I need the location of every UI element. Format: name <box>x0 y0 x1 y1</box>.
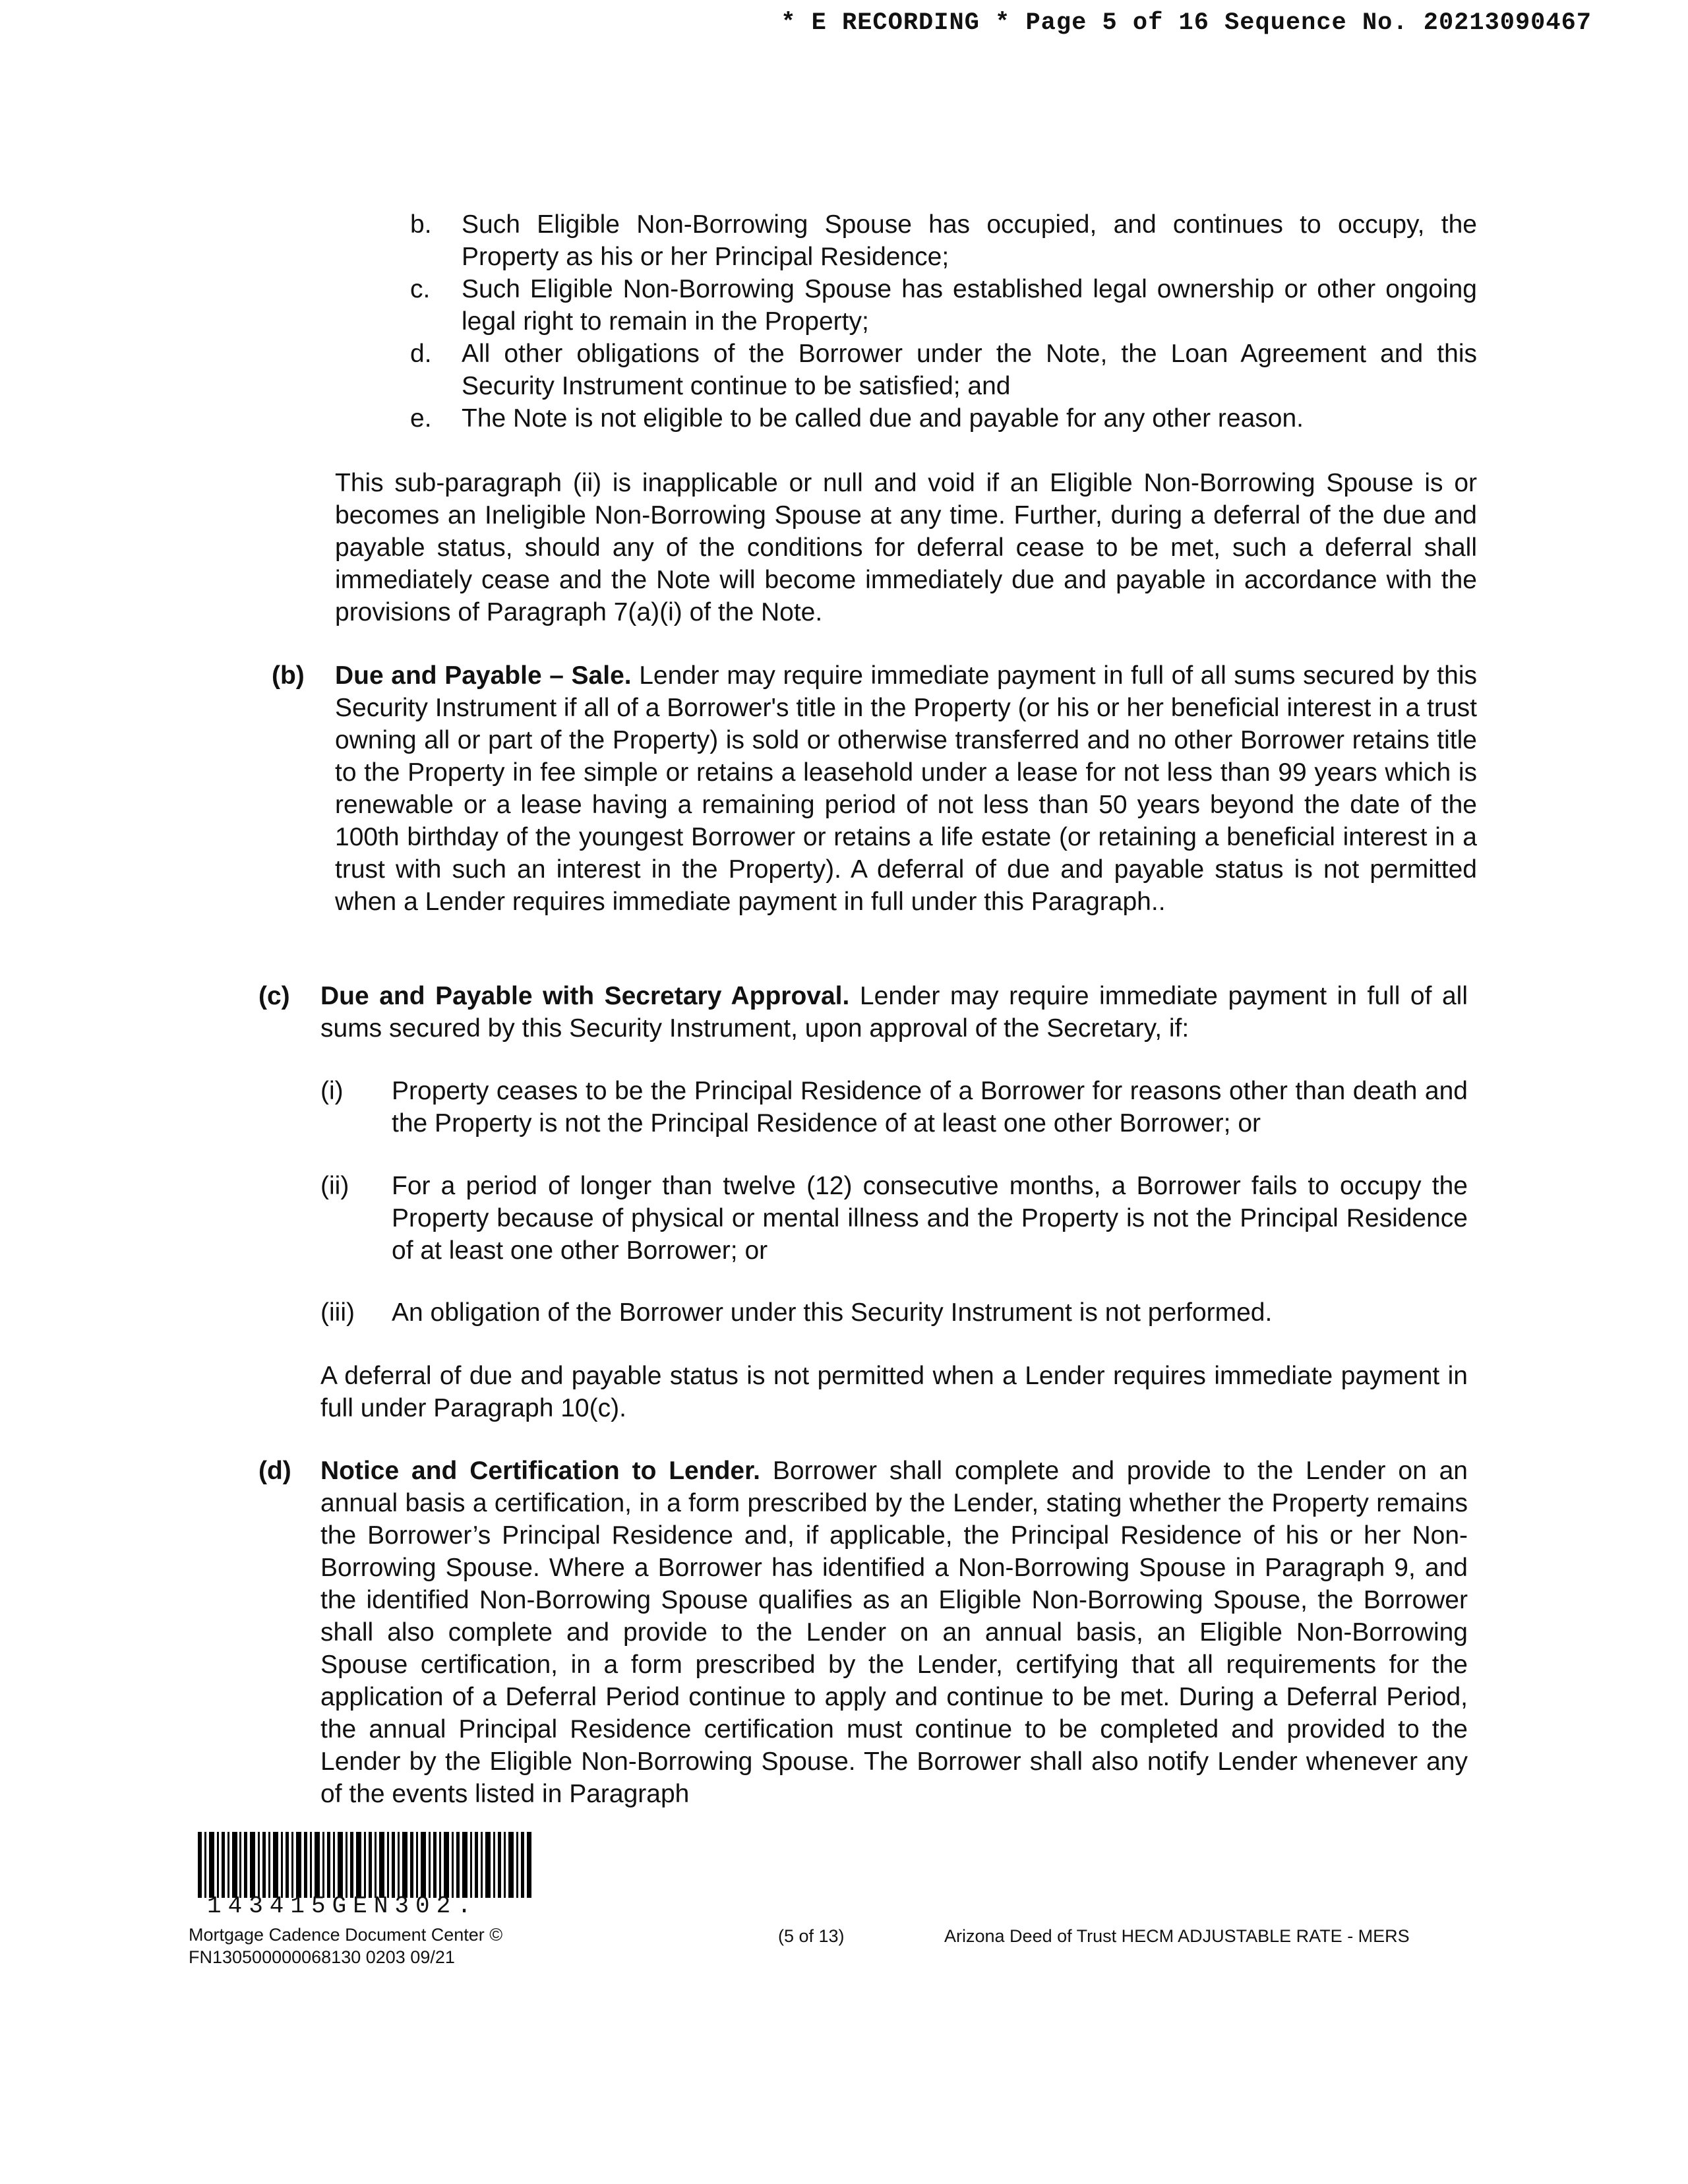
barcode-number: 143415GEN302. <box>207 1893 478 1920</box>
section-c-text: Lender may require immediate payment in full of all sums secured by this Security Instrument, upon approval of the Secretary, if: <box>320 982 1468 1043</box>
section-b-marker: (b) <box>272 661 305 690</box>
section-d-text: Borrower shall complete and provide to the Lender on an annual basis a certification, in a form prescribed by the Lender, stating whether the Property remains the Borrower’s Principal Residence and, if applicable, the Principal Residence of his or her Non-Borrowing Spouse. Where a Borrower has identified a Non-Borrowing Spouse in Paragraph 9, and the identified Non-Borrowing Spouse qualifies as an Eligible Non-Borrowing Spouse, the Borrower shall also complete and provide to the Lender on an annual basis, an Eligible Non-Borrowing Spouse certification, in a form prescribed by the Lender, certifying that all requirements for the application of a Deferral Period continue to apply and continue to be met. During a Deferral Period, the annual Principal Residence certification must continue to be completed and provided to the Lender by the Eligible Non-Borrowing Spouse. The Borrower shall also notify Lender whenever any of the events listed in Paragraph <box>320 1457 1468 1808</box>
section-c-item-ii: For a period of longer than twelve (12) consecutive months, a Borrower fails to occupy the Property because of physical or mental illness and the Property is not the Principal Residence of at least one other Borrower; or <box>392 1172 1468 1265</box>
list-marker-e: e. <box>410 404 432 433</box>
section-c-item-iii-marker: (iii) <box>320 1298 355 1327</box>
footer-company: Mortgage Cadence Document Center © <box>189 1925 503 1945</box>
section-c-title: Due and Payable with Secretary Approval. <box>320 982 850 1010</box>
list-marker-b: b. <box>410 210 432 239</box>
section-b <box>335 659 1477 918</box>
recording-header: * E RECORDING * Page 5 of 16 Sequence No. 20213090467 <box>781 9 1592 37</box>
list-item-b: Such Eligible Non-Borrowing Spouse has occupied, and continues to occupy, the Property as his or her Principal Residence; <box>462 210 1477 271</box>
section-b-title: Due and Payable – Sale. <box>335 661 632 690</box>
barcode <box>198 1832 531 1898</box>
section-d <box>320 1455 1468 1810</box>
list-marker-d: d. <box>410 340 432 368</box>
list-item-d: All other obligations of the Borrower under the Note, the Loan Agreement and this Security Instrument continue to be satisfied; and <box>462 340 1477 400</box>
section-c <box>320 980 1468 1045</box>
section-c-closing: A deferral of due and payable status is not permitted when a Lender requires immediate payment in full under Paragraph 10(c). <box>320 1362 1468 1422</box>
list-item-e: The Note is not eligible to be called due and payable for any other reason. <box>462 404 1304 433</box>
footer-doc-title: Arizona Deed of Trust HECM ADJUSTABLE RATE - MERS <box>944 1926 1410 1946</box>
section-c-item-i: Property ceases to be the Principal Residence of a Borrower for reasons other than death and the Property is not the Principal Residence of at least one other Borrower; or <box>392 1077 1468 1138</box>
list-item-c: Such Eligible Non-Borrowing Spouse has established legal ownership or other ongoing legal right to remain in the Property; <box>462 275 1477 336</box>
section-c-item-ii-marker: (ii) <box>320 1172 349 1200</box>
section-d-title: Notice and Certification to Lender. <box>320 1457 760 1485</box>
section-c-marker: (c) <box>258 982 290 1010</box>
section-c-item-i-marker: (i) <box>320 1077 344 1105</box>
section-c-item-iii: An obligation of the Borrower under this Security Instrument is not performed. <box>392 1298 1273 1327</box>
section-d-marker: (d) <box>258 1457 291 1485</box>
footer-page: (5 of 13) <box>778 1926 845 1946</box>
list-marker-c: c. <box>410 275 431 303</box>
subparagraph-note: This sub-paragraph (ii) is inapplicable or null and void if an Eligible Non-Borrowing Spouse is or becomes an Ineligible Non-Borrowing Spouse at any time. Further, during a deferral of the due and payable status, should any of the conditions for deferral cease to be met, such a deferral shall immediately cease and the Note will become immediately due and payable in accordance with the provisions of Paragraph 7(a)(i) of the Note. <box>335 469 1477 626</box>
section-b-text: Lender may require immediate payment in full of all sums secured by this Security Instrument if all of a Borrower's title in the Property (or his or her beneficial interest in a trust owning all or part of the Property) is sold or otherwise transferred and no other Borrower retains title to the Property in fee simple or retains a leasehold under a lease for not less than 99 years which is renewable or a lease having a remaining period of not less than 50 years beyond the date of the 100th birthday of the youngest Borrower or retains a life estate (or retaining a beneficial interest in a trust with such an interest in the Property). A deferral of due and payable status is not permitted when a Lender requires immediate payment in full under this Paragraph.. <box>335 661 1477 916</box>
footer-form-number: FN130500000068130 0203 09/21 <box>189 1947 455 1967</box>
